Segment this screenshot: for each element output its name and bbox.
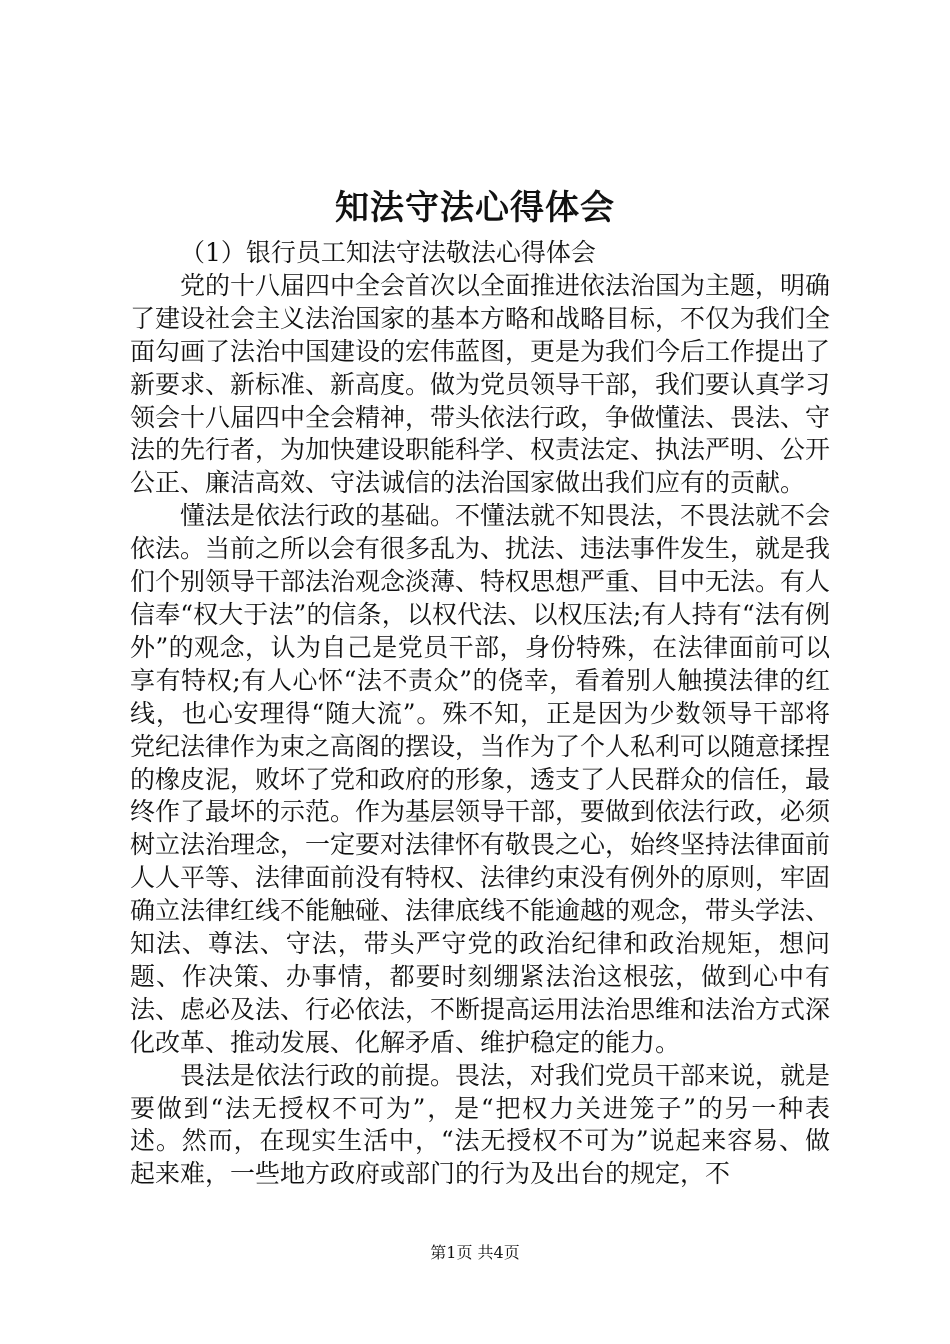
document-title: 知法守法心得体会: [335, 188, 615, 228]
document-subtitle: （1）银行员工知法守法敬法心得体会: [180, 238, 596, 267]
paragraph: 党的十八届四中全会首次以全面推进依法治国为主题，明确了建设社会主义法治国家的基本方略和战略目标，不仅为我们全面勾画了法治中国建设的宏伟蓝图，更是为我们今后工作提出了新要求、新标准、新高度。做为党员领导干部，我们要认真学习领会十八届四中全会精神，带头依法行政，争做懂法、畏法、守法的先行者，为加快建设职能科学、权责法定、执法严明、公开公正、廉洁高效、守法诚信的法治国家做出我们应有的贡献。: [130, 270, 831, 498]
paragraph: 懂法是依法行政的基础。不懂法就不知畏法，不畏法就不会依法。当前之所以会有很多乱为、扰法、违法事件发生，就是我们个别领导干部法治观念淡薄、特权思想严重、目中无法。有人信奉“权大于法”的信条，以权代法、以权压法;有人持有“法有例外”的观念，认为自己是党员干部，身份特殊，在法律面前可以享有特权;有人心怀“法不责众”的侥幸，看着别人触摸法律的红线，也心安理得“随大流”。殊不知，正是因为少数领导干部将党纪法律作为束之高阁的摆设，当作为了个人私利可以随意揉捏的橡皮泥，败坏了党和政府的形象，透支了人民群众的信任，最终作了最坏的示范。作为基层领导干部，要做到依法行政，必须树立法治理念，一定要对法律怀有敬畏之心，始终坚持法律面前人人平等、法律面前没有特权、法律约束没有例外的原则，牢固确立法律红线不能触碰、法律底线不能逾越的观念，带头学法、知法、尊法、守法，带头严守党的政治纪律和政治规矩，想问题、作决策、办事情，都要时刻绷紧法治这根弦，做到心中有法、虑必及法、行必依法，不断提高运用法治思维和法治方式深化改革、推动发展、化解矛盾、维护稳定的能力。: [130, 501, 831, 1057]
document-body: [130, 237, 830, 1191]
page-footer: 第1页 共4页: [430, 1243, 520, 1262]
paragraph: 畏法是依法行政的前提。畏法，对我们党员干部来说，就是要做到“法无授权不可为”，是“把权力关进笼子”的另一种表述。然而，在现实生活中，“法无授权不可为”说起来容易、做起来难，一些地方政府或部门的行为及出台的规定，不: [130, 1060, 831, 1189]
